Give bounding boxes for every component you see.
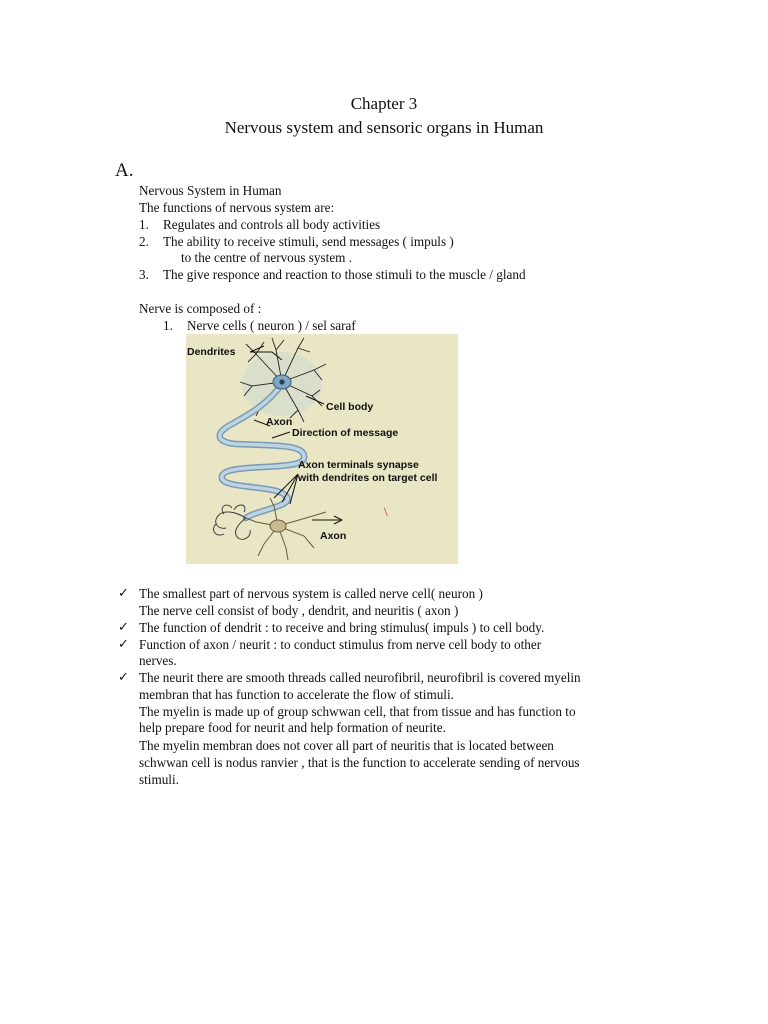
bullet-4-line-1: The neurit there are smooth threads called neurofibril, neurofibril is covered myelin xyxy=(139,670,581,685)
target-cell-body xyxy=(270,520,286,532)
section-label: A. xyxy=(115,160,134,181)
function-3-number: 3. xyxy=(139,267,149,282)
bullet-4-line-7: stimuli. xyxy=(139,772,179,787)
label-axon-terminals-1: Axon terminals synapse xyxy=(298,459,419,471)
function-2-text: The ability to receive stimuli, send messages ( impuls ) xyxy=(163,234,454,249)
check-icon: ✓ xyxy=(118,585,129,600)
red-mark: \ xyxy=(384,504,388,519)
bullet-3-continuation: nerves. xyxy=(139,653,177,668)
axon-terminals xyxy=(214,505,251,539)
function-2-continuation: to the centre of nervous system . xyxy=(181,250,353,265)
function-2-number: 2. xyxy=(139,234,149,249)
label-axon: Axon xyxy=(266,416,293,428)
function-3-text: The give responce and reaction to those stimuli to the muscle / gland xyxy=(163,267,526,282)
chapter-title: Nervous system and sensoric organs in Human xyxy=(224,118,544,137)
nerve-intro: Nerve is composed of : xyxy=(139,301,262,316)
chapter-number: Chapter 3 xyxy=(350,94,418,113)
label-cell-body: Cell body xyxy=(326,401,374,413)
neuron-diagram xyxy=(186,334,458,564)
label-axon-bottom: Axon xyxy=(320,530,347,542)
check-icon: ✓ xyxy=(118,669,129,684)
check-icon: ✓ xyxy=(118,636,129,651)
label-dendrites: Dendrites xyxy=(187,346,236,358)
bullet-4-line-3: The myelin is made up of group schwwan cell, that from tissue and has function to xyxy=(139,704,576,719)
function-1-number: 1. xyxy=(139,217,149,232)
functions-intro: The functions of nervous system are: xyxy=(139,200,335,215)
check-icon: ✓ xyxy=(118,619,129,634)
neuron-illustration xyxy=(186,334,458,564)
bullet-4-line-4: help prepare food for neurit and help formation of neurite. xyxy=(139,720,446,735)
intro-heading: Nervous System in Human xyxy=(139,183,282,198)
bullet-2-text: The function of dendrit : to receive and bring stimulus( impuls ) to cell body. xyxy=(139,620,545,635)
bullet-3-text: Function of axon / neurit : to conduct stimulus from nerve cell body to other xyxy=(139,637,542,652)
target-cell-dendrites xyxy=(246,498,326,560)
bullet-4-line-6: schwwan cell is nodus ranvier , that is the function to accelerate sending of nervous xyxy=(139,755,580,770)
label-direction-of-message: Direction of message xyxy=(292,427,399,439)
bullet-4-line-2: membran that has function to accelerate the flow of stimuli. xyxy=(139,687,454,702)
function-1-text: Regulates and controls all body activities xyxy=(163,217,381,232)
nucleus xyxy=(279,379,284,384)
nerve-item-1-text: Nerve cells ( neuron ) / sel saraf xyxy=(187,318,356,333)
nerve-item-1-number: 1. xyxy=(163,318,173,333)
bullet-1-text: The smallest part of nervous system is called nerve cell( neuron ) xyxy=(139,586,483,601)
label-axon-terminals-2: with dendrites on target cell xyxy=(298,472,438,484)
bullet-4-line-5: The myelin membran does not cover all part of neuritis that is located between xyxy=(139,738,554,753)
bullet-1-continuation: The nerve cell consist of body , dendrit, and neuritis ( axon ) xyxy=(139,603,459,618)
